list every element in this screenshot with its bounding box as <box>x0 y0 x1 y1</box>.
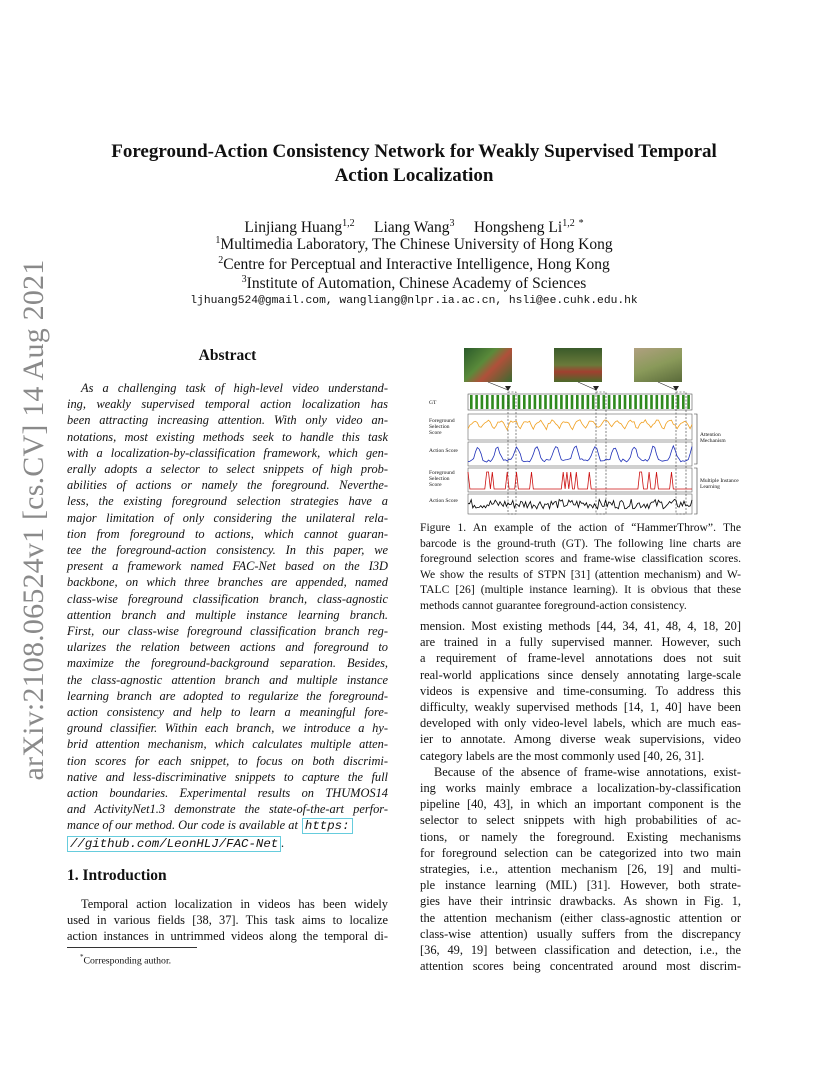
gt-bar <box>629 395 632 409</box>
gt-bar <box>550 395 553 409</box>
body-line: mension. Most existing methods [44, 34, 41, 48, 4, 18, 20] <box>420 619 741 633</box>
gt-bar <box>618 395 621 409</box>
abstract-line: brid attention mechanism, which calculates multiple atten- <box>67 737 388 752</box>
footnote-text: Corresponding author. <box>83 955 172 967</box>
caption-line: TALC [26] (multiple instance learning). It is obvious that these <box>420 583 741 596</box>
gt-bar <box>687 395 690 409</box>
abstract-line: ularizes the relation between actions and foreground to <box>67 640 388 655</box>
gt-label: GT <box>429 400 437 406</box>
caption-line: foreground selection scores and frame-wise classification scores. <box>420 552 741 565</box>
gt-bar <box>608 395 611 409</box>
gt-bar <box>592 395 595 409</box>
figure-1 <box>424 344 744 516</box>
abstract-body <box>67 380 388 852</box>
abstract-line: ing, weakly supervised temporal action localization has <box>67 397 388 412</box>
paper-title-line-2: Action Localization <box>334 165 494 186</box>
body-line: tions, or namely the foreground. Existing mechanisms <box>420 829 741 844</box>
intro-body <box>67 896 388 945</box>
gt-bar <box>486 395 489 409</box>
gt-bar <box>671 395 674 409</box>
footnote <box>80 953 171 966</box>
abstract-line: abilities of actions or namely the foreground. Neverthe- <box>67 478 388 493</box>
score-row-frame <box>468 414 692 440</box>
gt-bar <box>491 395 494 409</box>
abstract-line: and ActivityNet1.3 demonstrate the state-of-the-art perfor- <box>67 802 388 817</box>
score-row-frame <box>468 442 692 466</box>
abstract-line: been attracting increasing attention. With only video an- <box>67 413 388 428</box>
intro-line: Temporal action localization in videos has been widely <box>81 897 388 911</box>
gt-bar <box>677 395 680 409</box>
body-line: difficulty, weakly supervised methods [14, 1, 40] have been <box>420 700 741 715</box>
gt-bar <box>571 395 574 409</box>
gt-bar <box>645 395 648 409</box>
gt-bar <box>481 395 484 409</box>
caption-line: methods cannot guarantee foreground-action consistency. <box>420 598 687 612</box>
code-url-link[interactable]: https: <box>302 818 353 834</box>
gt-bar <box>624 395 627 409</box>
gt-bar <box>576 395 579 409</box>
abstract-line: First, our class-wise foreground classification branch reg- <box>67 624 388 639</box>
gt-bar <box>502 395 505 409</box>
author-name: Hongsheng Li <box>473 219 563 237</box>
caption-line: We show the results of STPN [31] (attention mechanism) and W- <box>420 567 741 581</box>
score-line <box>468 499 692 509</box>
gt-bar <box>634 395 637 409</box>
highlight-box <box>676 392 686 514</box>
gt-bar <box>656 395 659 409</box>
affiliation-text: Multimedia Laboratory, The Chinese University of Hong Kong <box>220 236 613 254</box>
gt-bar <box>539 395 542 409</box>
abstract-line: ground classifier. Within each branch, we introduce a hy- <box>67 721 388 736</box>
author-affil-sup: 1,2 <box>562 218 575 229</box>
gt-barcode-frame <box>468 394 692 410</box>
highlight-box <box>596 392 606 514</box>
figure-1-chart <box>424 344 744 516</box>
paper-title-line-1: Foreground-Action Consistency Network for Weakly Supervised Temporal <box>111 141 717 162</box>
arxiv-identifier <box>14 259 54 781</box>
affiliation-2 <box>80 255 748 274</box>
intro-line: used in various fields [38, 37]. This task aims to localize <box>67 913 388 928</box>
intro-heading: 1. Introduction <box>67 867 167 884</box>
caption-line: barcode is the ground-truth (GT). The following line charts are <box>420 536 741 550</box>
abstract-line: tee the foreground-action consistency. In this paper, we <box>67 543 388 558</box>
body-line: ier to annotate. Among diverse weak supervisions, video <box>420 732 741 747</box>
score-line <box>468 472 692 489</box>
abstract-line: less, the existing foreground selection strategies have a <box>67 494 388 509</box>
group-label-attention: Attention Mechanism <box>700 432 726 444</box>
body-line: for foreground selection can be categorized into two main <box>420 845 741 860</box>
abstract-line: attention branch and multiple instance learning branch. <box>67 607 388 622</box>
affiliation-sup: 1 <box>215 235 221 246</box>
body-line: category labels are the most commonly used [40, 26, 31]. <box>420 748 705 763</box>
affiliation-sup: 3 <box>241 274 247 285</box>
author-emails: ljhuang524@gmail.com, wangliang@nlpr.ia.ac.cn, hsli@ee.cuhk.edu.hk <box>190 295 638 307</box>
gt-bar <box>544 395 547 409</box>
gt-bar <box>534 395 537 409</box>
corresponding-mark: * <box>578 218 584 229</box>
row-label-action-attention: Action Score <box>429 448 458 454</box>
affiliation-text: Institute of Automation, Chinese Academy of Sciences <box>246 275 587 293</box>
body-line: videos is expensive and time-consuming. To address this <box>420 683 741 698</box>
code-url-link[interactable]: //github.com/LeonHLJ/FAC-Net <box>67 836 281 852</box>
score-line <box>468 420 692 430</box>
pointer-arrowhead <box>673 386 679 391</box>
author-affil-sup: 1,2 <box>342 218 355 229</box>
body-line: ing works mainly embrace a localization-by-classification <box>420 781 741 796</box>
pointer-arrowhead <box>505 386 511 391</box>
footnote-divider <box>67 947 197 948</box>
gt-bar <box>507 395 510 409</box>
abstract-line: with a localization-by-classification framework, which gen- <box>67 445 388 460</box>
abstract-line: //github.com/LeonHLJ/FAC-Net . <box>67 835 388 852</box>
affiliation-text: Centre for Perceptual and Interactive Intelligence, Hong Kong <box>223 256 610 274</box>
gt-bar <box>512 395 515 409</box>
gt-bar <box>555 395 558 409</box>
gt-bar <box>518 395 521 409</box>
abstract-line: learning branch are adopted to regularize the foreground- <box>67 688 388 703</box>
gt-bar <box>682 395 685 409</box>
body-line: attention scores being concentrated around most discrim- <box>420 959 741 974</box>
abstract-line: maximize the foreground-background separation. Besides, <box>67 656 388 671</box>
abstract-line: tion scores for each snippet, to focus on both discrimi- <box>67 753 388 768</box>
abstract-line: present a framework named FAC-Net based on the I3D <box>67 559 388 574</box>
body-line: class-wise attention) usually suffers from the discrepancy <box>420 926 741 941</box>
gt-bar <box>666 395 669 409</box>
gt-bar <box>581 395 584 409</box>
body-line: pipeline [40, 43], in which an important component is the <box>420 797 741 812</box>
right-column-body <box>420 618 741 974</box>
gt-bar <box>597 395 600 409</box>
abstract-line: backbone, on which three branches are appended, named <box>67 575 388 590</box>
affiliation-1 <box>80 235 748 254</box>
abstract-line: tion from foreground to actions, which cannot guaran- <box>67 526 388 541</box>
figure-1-caption <box>420 520 741 613</box>
arxiv-identifier-text: arXiv:2108.06524v1 [cs.CV] 14 Aug 2021 <box>17 259 50 781</box>
body-line: developed with only video-level labels, which are much eas- <box>420 716 741 731</box>
gt-bar <box>560 395 563 409</box>
author-affil-sup: 3 <box>449 218 455 229</box>
abstract-line: As a challenging task of high-level video understand- <box>81 381 388 395</box>
gt-bar <box>640 395 643 409</box>
affiliation-3 <box>80 274 748 293</box>
abstract-line: native and less-discriminative snippets to capture the full <box>67 769 388 784</box>
body-line: Because of the absence of frame-wise annotations, exist- <box>434 764 741 779</box>
author-name: Liang Wang <box>374 219 450 237</box>
gt-bar <box>661 395 664 409</box>
row-label-action-mil: Action Score <box>429 498 458 504</box>
highlight-box <box>508 392 516 514</box>
abstract-line: action boundaries. Experimental results on THUMOS14 <box>67 786 388 801</box>
row-label-fg-attention: Foreground Selection Score <box>429 418 455 436</box>
group-bracket <box>694 468 697 514</box>
abstract-line: erally adopts a selector to select snippets of high prob- <box>67 462 388 477</box>
abstract-heading: Abstract <box>198 347 257 364</box>
group-label-mil: Multiple Instance Learning <box>700 478 739 490</box>
group-bracket <box>694 414 697 464</box>
body-line: ple instance learning (MIL) [31]. However, both strate- <box>420 878 741 893</box>
pointer-arrowhead <box>593 386 599 391</box>
body-line: strategies, i.e., attention mechanism [26, 19] and multi- <box>420 862 741 877</box>
score-line <box>468 446 692 462</box>
gt-bar <box>603 395 606 409</box>
intro-line: action instances in untrimmed videos along the temporal di- <box>67 929 388 944</box>
gt-bar <box>475 395 478 409</box>
paper-title <box>80 140 748 188</box>
gt-bar <box>497 395 500 409</box>
body-line: are trained in a fully supervised manner. However, such <box>420 635 741 650</box>
affiliation-sup: 2 <box>218 255 224 266</box>
body-line: selector to select snippets with high probabilities of ac- <box>420 813 741 828</box>
gt-bar <box>528 395 531 409</box>
gt-bar <box>613 395 616 409</box>
caption-line: Figure 1. An example of the action of “HammerThrow”. The <box>420 521 741 534</box>
author-name: Linjiang Huang <box>244 219 343 237</box>
body-line: a requirement of frame-level annotations does not suit <box>420 651 741 666</box>
footnote-mark: * <box>80 953 84 961</box>
gt-bar <box>523 395 526 409</box>
abstract-line: major limitation of only considering the unilateral rela- <box>67 510 388 525</box>
abstract-line: action consistency and help to learn a meaningful fore- <box>67 705 388 720</box>
abstract-line: the class-agnostic attention branch and multiple instance <box>67 672 388 687</box>
body-line: [36, 49, 19] between classification and detection, i.e., the <box>420 943 741 958</box>
abstract-line: class-wise foreground classification branch, class-agnostic <box>67 591 388 606</box>
gt-bar <box>650 395 653 409</box>
gt-bar <box>565 395 568 409</box>
body-line: real-world applications since densely annotating large-scale <box>420 667 741 682</box>
abstract-line: notations, most existing methods seek to handle this task <box>67 429 388 444</box>
abstract-line: mance of our method. Our code is available at https: <box>67 817 388 834</box>
body-line: the attention mechanism (either class-agnostic attention or <box>420 910 741 925</box>
gt-bar <box>587 395 590 409</box>
body-line: gies have their intrinsic drawbacks. As shown in Fig. 1, <box>420 894 741 909</box>
gt-bar <box>470 395 473 409</box>
row-label-fg-mil: Foreground Selection Score <box>429 470 455 488</box>
